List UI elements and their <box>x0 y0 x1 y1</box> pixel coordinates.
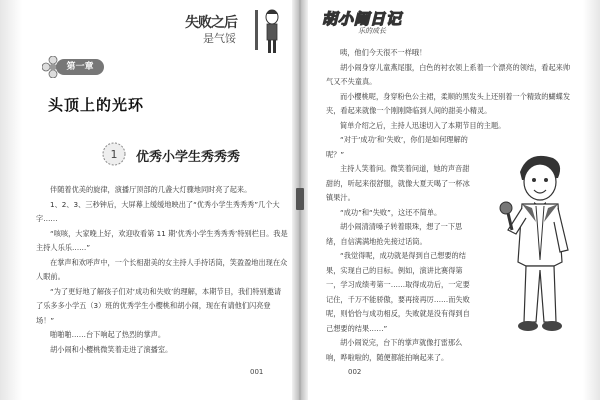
paragraph: “咳咳，大家晚上好，欢迎收看第 11 期‘优秀小学生秀秀秀’特别栏目。我是主持人乐乐……” <box>36 228 288 252</box>
chapter-title: 头顶上的光环 <box>48 96 145 114</box>
binding-clip <box>296 188 304 210</box>
left-page-header <box>185 8 285 56</box>
chapter-label: 第一章 <box>56 59 104 75</box>
section-title: 优秀小学生秀秀秀 <box>136 150 241 165</box>
page-number: 002 <box>348 368 362 376</box>
boy-host-illustration <box>498 150 578 340</box>
paragraph: 在掌声和欢呼声中，一个长相甜美的女主持人手持话筒，笑盈盈地出现在众人眼前。 <box>36 257 288 281</box>
paragraph: “我觉得呢，成功就是得到自己想要的结果，实现自己的目标。例如，演讲比赛得第一，学习成绩考第一……取得成功后，一定要记住，千万不能骄傲，要再接再厉……而失败呢，则恰恰与成功相反，失败就是没有得到自己想要的结果……” <box>326 251 470 333</box>
page-edge-right <box>583 0 600 400</box>
book-logo-subtitle: 乐的成长 <box>358 27 386 35</box>
paragraph: 1、2、3、三秒钟后，大屏幕上缓缓地映出了“优秀小学生秀秀秀”几个大字…… <box>36 199 280 223</box>
page-number: 001 <box>250 368 264 376</box>
paragraph: 伴随着优美的旋律，演播厅顶部的几盏大灯骤地同时亮了起来。 <box>50 185 252 194</box>
header-title-line2: 是气馁 <box>203 32 236 45</box>
paragraph: 胡小闹身穿儿童燕尾服，白色的衬衣领上系着一个漂亮的领结，看起来帅气又不失童真。 <box>326 62 571 86</box>
paragraph: 胡小闹和小樱桃微笑着走进了演播室。 <box>50 344 173 354</box>
paragraph: “成功”和“失败”，这还不简单。 <box>340 207 442 217</box>
right-page-header <box>322 4 432 44</box>
right-page <box>308 0 583 400</box>
paragraph: 咦，他们今天很不一样哦！ <box>340 48 427 57</box>
paragraph: 简单介绍之后，主持人迅速切入了本期节目的主题。 <box>340 120 506 130</box>
page-edge-left <box>0 0 22 400</box>
left-page <box>22 0 292 400</box>
boy-cartoon-icon <box>261 8 283 56</box>
paragraph: “为了更好地了解孩子们对‘成功和失败’的理解，本期节目，我们特别邀请了乐多多小学五（3）班的优秀学生小樱桃和胡小闹，现在有请他们闪亮登场！” <box>36 286 282 325</box>
paragraph: 胡小闹清清嗓子转着眼珠，想了一下思绪，自信满满地抢先接过话筒。 <box>326 222 463 246</box>
header-divider <box>255 10 258 50</box>
header-title-line1: 失败之后 <box>185 15 237 31</box>
paragraph: 啪啪啪……台下响起了热烈的掌声。 <box>50 330 166 339</box>
paragraph: 而小樱桃呢，身穿粉色公主裙，柔顺的黑发头上还别着一个精致的蝴蝶发夹，看起来就像一个刚刚降临到人间的甜美小精灵。 <box>326 91 571 115</box>
chapter-badge <box>42 56 104 78</box>
paragraph: “对于‘成功’和‘失败’，你们是如何理解的呢？” <box>326 135 468 159</box>
svg-text:1: 1 <box>110 148 118 161</box>
paragraph: 主持人笑着问。微笑着问道，她的声音甜甜的，听起来很舒服，就像大夏天喝了一杯冰镇果汁。 <box>326 164 470 202</box>
left-body-text <box>36 183 288 357</box>
paragraph: 胡小闹说完，台下的掌声就像打雷那么响，哗啦啦的，随便都能拍响起来了。 <box>326 338 463 362</box>
book-logo: 胡小闹日记 <box>322 10 403 28</box>
section-number-badge <box>102 142 126 166</box>
